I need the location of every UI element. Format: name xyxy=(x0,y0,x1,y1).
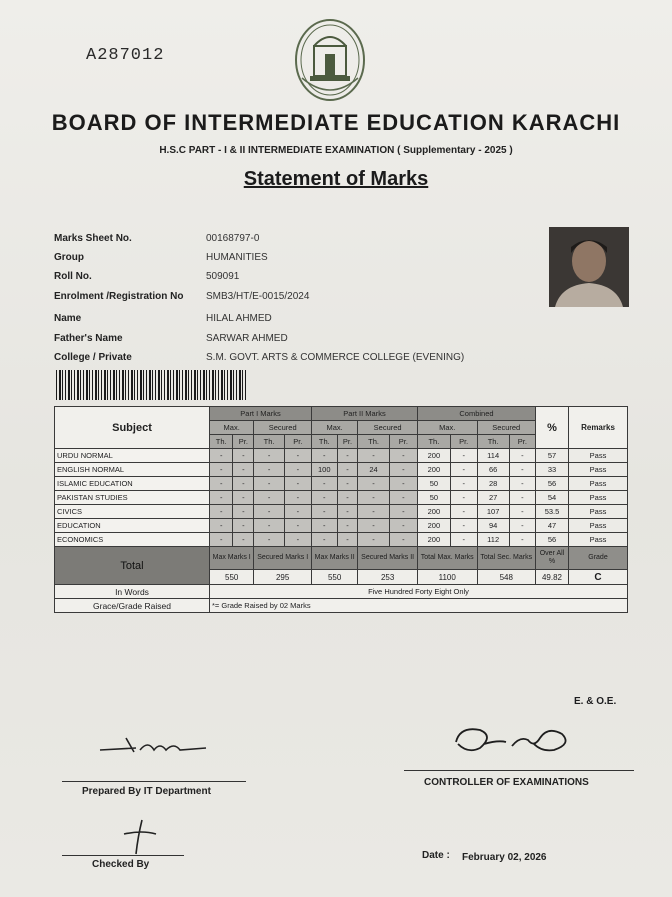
prepared-by-label: Prepared By IT Department xyxy=(82,786,211,797)
grace-value: *= Grade Raised by 02 Marks xyxy=(210,599,628,613)
pr-header: Pr. xyxy=(509,435,535,449)
remark-cell: Pass xyxy=(569,449,628,463)
mark-cell: 200 xyxy=(417,519,450,533)
pr-header: Pr. xyxy=(284,435,311,449)
th-header: Th. xyxy=(358,435,389,449)
info-value-enrolment: SMB3/HT/E-0015/2024 xyxy=(206,291,310,302)
table-row xyxy=(55,477,628,491)
table-row xyxy=(55,533,628,547)
mark-cell: - xyxy=(233,477,254,491)
part2-secured-header: Secured xyxy=(358,421,418,435)
info-label-college: College / Private xyxy=(54,352,132,363)
mark-cell: 66 xyxy=(477,463,509,477)
mark-cell: - xyxy=(254,477,284,491)
th-header: Th. xyxy=(254,435,284,449)
th-header: Th. xyxy=(477,435,509,449)
mark-cell: - xyxy=(450,477,477,491)
in-words-value: Five Hundred Forty Eight Only xyxy=(210,585,628,599)
mark-cell: - xyxy=(509,491,535,505)
mark-cell: - xyxy=(284,449,311,463)
subject-name: ENGLISH NORMAL xyxy=(55,463,210,477)
total-header-grade: Grade xyxy=(569,547,628,570)
checked-signature-icon xyxy=(112,818,162,858)
mark-cell: - xyxy=(233,519,254,533)
total-value-sec1: 295 xyxy=(254,570,312,585)
total-value-max1: 550 xyxy=(210,570,254,585)
mark-cell: - xyxy=(337,463,358,477)
controller-line xyxy=(404,770,634,771)
part1-header: Part I Marks xyxy=(210,407,312,421)
remark-cell: Pass xyxy=(569,519,628,533)
mark-cell: - xyxy=(450,505,477,519)
mark-cell: - xyxy=(311,533,337,547)
pr-header: Pr. xyxy=(337,435,358,449)
mark-cell: - xyxy=(389,477,417,491)
mark-cell: - xyxy=(233,449,254,463)
total-header-total-sec: Total Sec. Marks xyxy=(477,547,535,570)
total-label: Total xyxy=(55,547,210,585)
mark-cell: - xyxy=(358,533,389,547)
prepared-signature-icon xyxy=(96,730,210,760)
mark-cell: - xyxy=(358,491,389,505)
in-words-label: In Words xyxy=(55,585,210,599)
total-value-total-sec: 548 xyxy=(477,570,535,585)
mark-cell: - xyxy=(284,533,311,547)
percent-cell: 54 xyxy=(536,491,569,505)
mark-cell: - xyxy=(509,463,535,477)
mark-cell: - xyxy=(337,505,358,519)
mark-cell: - xyxy=(254,449,284,463)
mark-cell: 24 xyxy=(358,463,389,477)
info-label-roll: Roll No. xyxy=(54,271,92,282)
mark-cell: - xyxy=(358,519,389,533)
subject-name: ISLAMIC EDUCATION xyxy=(55,477,210,491)
percent-cell: 33 xyxy=(536,463,569,477)
mark-cell: - xyxy=(311,519,337,533)
remark-cell: Pass xyxy=(569,491,628,505)
info-label-enrolment: Enrolment /Registration No xyxy=(54,291,184,302)
mark-cell: - xyxy=(389,505,417,519)
student-photo xyxy=(549,227,629,307)
marks-table xyxy=(54,406,628,613)
mark-cell: - xyxy=(284,477,311,491)
mark-cell: - xyxy=(337,519,358,533)
percent-cell: 56 xyxy=(536,533,569,547)
table-row xyxy=(55,519,628,533)
controller-signature-icon xyxy=(450,720,578,762)
mark-cell: - xyxy=(509,533,535,547)
percent-cell: 47 xyxy=(536,519,569,533)
part2-header: Part II Marks xyxy=(311,407,417,421)
total-header-max2: Max Marks II xyxy=(311,547,357,570)
total-value-sec2: 253 xyxy=(358,570,418,585)
combined-max-header: Max. xyxy=(417,421,477,435)
total-header-sec2: Secured Marks II xyxy=(358,547,418,570)
th-header: Th. xyxy=(210,435,233,449)
mark-cell: - xyxy=(389,533,417,547)
mark-cell: - xyxy=(450,519,477,533)
mark-cell: 100 xyxy=(311,463,337,477)
mark-cell: - xyxy=(233,505,254,519)
grace-label: Grace/Grade Raised xyxy=(55,599,210,613)
table-row xyxy=(55,449,628,463)
total-value-total-max: 1100 xyxy=(417,570,477,585)
percent-header: % xyxy=(536,407,569,449)
total-header-sec1: Secured Marks I xyxy=(254,547,312,570)
table-row xyxy=(55,491,628,505)
mark-cell: 50 xyxy=(417,491,450,505)
pr-header: Pr. xyxy=(233,435,254,449)
mark-cell: - xyxy=(337,477,358,491)
mark-cell: - xyxy=(233,463,254,477)
mark-cell: - xyxy=(509,519,535,533)
mark-cell: - xyxy=(450,491,477,505)
mark-cell: - xyxy=(210,463,233,477)
subject-name: ECONOMICS xyxy=(55,533,210,547)
mark-cell: - xyxy=(337,449,358,463)
mark-cell: - xyxy=(311,491,337,505)
info-value-roll: 509091 xyxy=(206,271,240,282)
info-value-father: SARWAR AHMED xyxy=(206,333,288,344)
total-header-total-max: Total Max. Marks xyxy=(417,547,477,570)
subject-rows xyxy=(55,449,628,547)
mark-cell: - xyxy=(254,505,284,519)
subject-name: PAKISTAN STUDIES xyxy=(55,491,210,505)
board-title: BOARD OF INTERMEDIATE EDUCATION KARACHI xyxy=(51,110,621,135)
pr-header: Pr. xyxy=(389,435,417,449)
mark-cell: 200 xyxy=(417,505,450,519)
controller-label: CONTROLLER OF EXAMINATIONS xyxy=(424,777,589,788)
percent-cell: 53.5 xyxy=(536,505,569,519)
date-label: Date : xyxy=(422,850,450,861)
info-label-name: Name xyxy=(54,313,82,324)
mark-cell: - xyxy=(210,477,233,491)
mark-cell: - xyxy=(337,533,358,547)
mark-cell: 114 xyxy=(477,449,509,463)
subject-name: CIVICS xyxy=(55,505,210,519)
mark-cell: - xyxy=(450,449,477,463)
mark-cell: - xyxy=(254,519,284,533)
mark-cell: - xyxy=(210,519,233,533)
info-value-college: S.M. GOVT. ARTS & COMMERCE COLLEGE (EVENING) xyxy=(206,352,465,363)
combined-header: Combined xyxy=(417,407,535,421)
mark-cell: - xyxy=(284,519,311,533)
mark-cell: - xyxy=(509,505,535,519)
percent-cell: 56 xyxy=(536,477,569,491)
info-label-father: Father's Name xyxy=(54,333,123,344)
info-value-group: HUMANITIES xyxy=(206,252,268,263)
mark-cell: - xyxy=(254,533,284,547)
percent-cell: 57 xyxy=(536,449,569,463)
table-row xyxy=(55,463,628,477)
student-portrait-icon xyxy=(549,227,629,307)
mark-cell: - xyxy=(311,477,337,491)
remark-cell: Pass xyxy=(569,505,628,519)
mark-cell: - xyxy=(233,533,254,547)
total-value-max2: 550 xyxy=(311,570,357,585)
serial-number: A287012 xyxy=(86,46,165,65)
total-header-overall: Over All % xyxy=(536,547,569,570)
mark-cell: - xyxy=(389,463,417,477)
pr-header: Pr. xyxy=(450,435,477,449)
mark-cell: 50 xyxy=(417,477,450,491)
subject-header: Subject xyxy=(55,407,210,449)
remark-cell: Pass xyxy=(569,477,628,491)
th-header: Th. xyxy=(417,435,450,449)
mark-cell: 112 xyxy=(477,533,509,547)
checked-by-label: Checked By xyxy=(92,859,150,870)
checked-line xyxy=(62,855,184,856)
mark-cell: - xyxy=(284,491,311,505)
mark-cell: - xyxy=(210,491,233,505)
mark-cell: - xyxy=(509,477,535,491)
mark-cell: - xyxy=(450,463,477,477)
remarks-header: Remarks xyxy=(569,407,628,449)
subject-name: URDU NORMAL xyxy=(55,449,210,463)
mark-cell: - xyxy=(254,463,284,477)
statement-title: Statement of Marks xyxy=(243,168,429,190)
mark-cell: 107 xyxy=(477,505,509,519)
total-value-grade: C xyxy=(569,570,628,585)
mark-cell: - xyxy=(254,491,284,505)
mark-cell: - xyxy=(337,491,358,505)
info-value-name: HILAL AHMED xyxy=(206,313,272,324)
part2-max-header: Max. xyxy=(311,421,357,435)
mark-cell: 94 xyxy=(477,519,509,533)
prepared-line xyxy=(62,781,246,782)
mark-cell: - xyxy=(389,491,417,505)
mark-cell: - xyxy=(210,505,233,519)
part1-max-header: Max. xyxy=(210,421,254,435)
mark-cell: 28 xyxy=(477,477,509,491)
mark-cell: 200 xyxy=(417,533,450,547)
eoe-note: E. & O.E. xyxy=(574,696,617,707)
total-value-overall: 49.82 xyxy=(536,570,569,585)
part1-secured-header: Secured xyxy=(254,421,312,435)
total-header-max1: Max Marks I xyxy=(210,547,254,570)
mark-cell: - xyxy=(284,505,311,519)
mark-cell: - xyxy=(389,519,417,533)
table-row xyxy=(55,505,628,519)
mark-cell: - xyxy=(509,449,535,463)
mark-cell: 200 xyxy=(417,449,450,463)
mark-cell: - xyxy=(311,449,337,463)
barcode xyxy=(56,370,248,400)
mark-cell: - xyxy=(358,449,389,463)
remark-cell: Pass xyxy=(569,533,628,547)
mark-cell: - xyxy=(311,505,337,519)
mark-cell: - xyxy=(450,533,477,547)
remark-cell: Pass xyxy=(569,463,628,477)
mark-cell: 200 xyxy=(417,463,450,477)
combined-secured-header: Secured xyxy=(477,421,535,435)
subject-name: EDUCATION xyxy=(55,519,210,533)
info-value-marks-sheet: 00168797-0 xyxy=(206,233,260,244)
mark-cell: - xyxy=(210,533,233,547)
info-label-group: Group xyxy=(54,252,84,263)
mark-cell: - xyxy=(233,491,254,505)
mark-cell: - xyxy=(284,463,311,477)
board-logo-icon xyxy=(292,16,368,106)
mark-cell: - xyxy=(358,477,389,491)
mark-cell: - xyxy=(389,449,417,463)
th-header: Th. xyxy=(311,435,337,449)
mark-cell: - xyxy=(358,505,389,519)
exam-title: H.S.C PART - I & II INTERMEDIATE EXAMINATION ( Supplementary - 2025 ) xyxy=(159,145,513,156)
mark-cell: 27 xyxy=(477,491,509,505)
mark-cell: - xyxy=(210,449,233,463)
info-label-marks-sheet: Marks Sheet No. xyxy=(54,233,132,244)
date-value: February 02, 2026 xyxy=(462,852,547,863)
